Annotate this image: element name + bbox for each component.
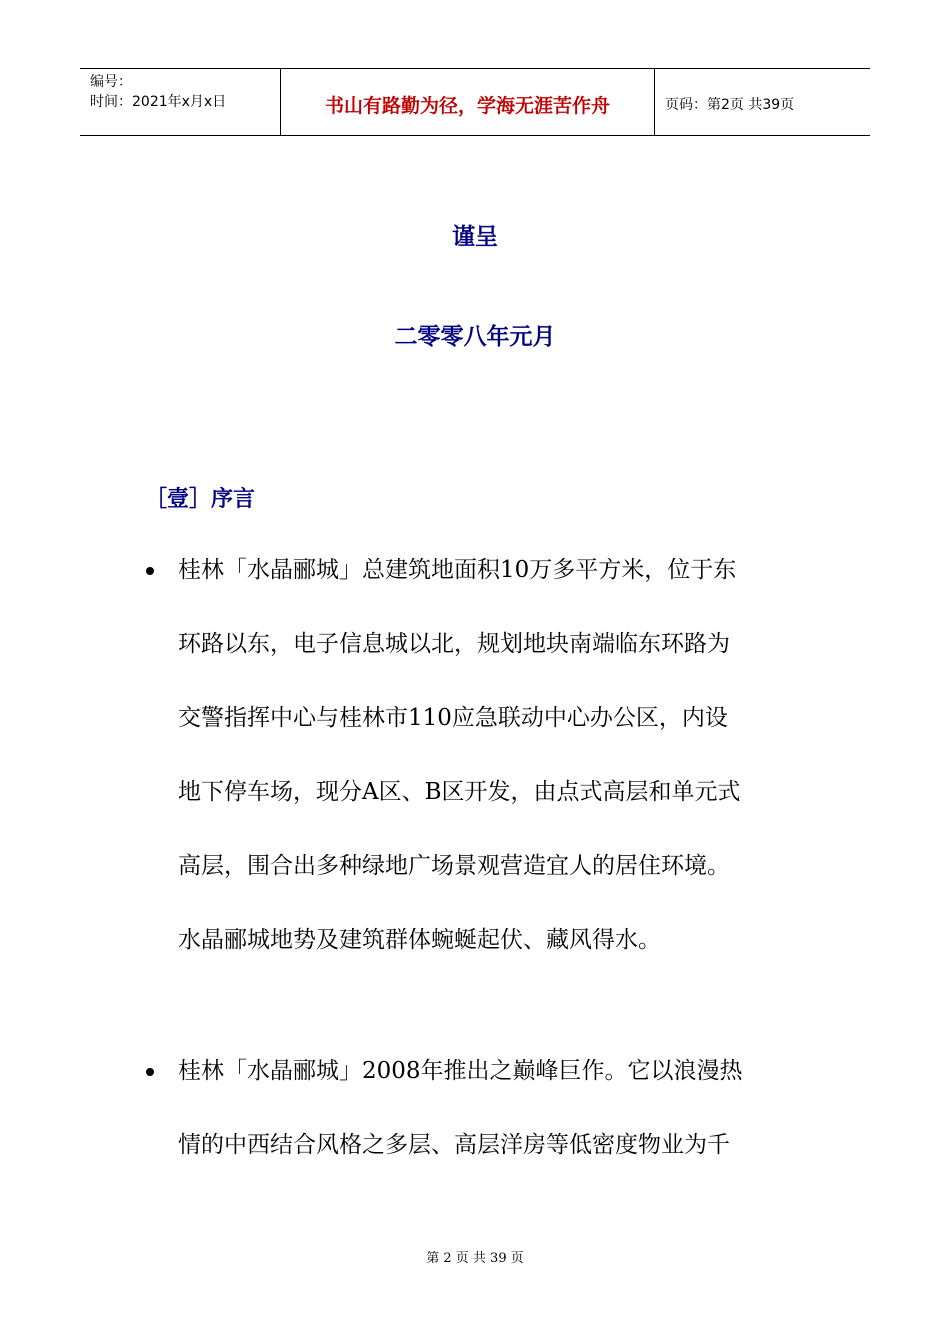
bullet-dot-icon [146, 567, 154, 575]
bullet-line: 环路以东，电子信息城以北，规划地块南端临东环路为 [178, 631, 730, 657]
header-motto: 书山有路勤为径，学海无涯苦作舟 [324, 94, 610, 117]
document-number-label: 编号： [90, 74, 132, 90]
section-heading: ［壹］序言 [145, 487, 256, 512]
bullet-line: 情的中西结合风格之多层、高层洋房等低密度物业为千 [178, 1132, 730, 1158]
header-meta-cell [80, 69, 281, 135]
bullet-line: 桂林「水晶郦城」2008年推出之巅峰巨作。它以浪漫热 [178, 1058, 743, 1084]
header-motto-cell [281, 69, 655, 135]
bullet-item [140, 550, 820, 977]
presented-title: 谨呈 [452, 224, 498, 250]
bullet-text [178, 1034, 820, 1182]
bullet-line: 水晶郦城地势及建筑群体蜿蜒起伏、藏风得水。 [178, 927, 661, 953]
bullet-text [178, 533, 820, 977]
header-page-label: 页码：第2页 共39页 [665, 97, 795, 113]
bullet-line: 地下停车场，现分A区、B区开发，由点式高层和单元式 [178, 779, 741, 805]
page-footer: 第 2 页 共 39 页 [426, 1251, 524, 1266]
page-header [80, 68, 870, 136]
bullet-item [140, 1051, 820, 1182]
bullet-line: 交警指挥中心与桂林市110应急联动中心办公区，内设 [178, 705, 728, 731]
document-time-label: 时间：2021年x月x日 [90, 94, 227, 110]
bullet-line: 高层，围合出多种绿地广场景观营造宜人的居住环境。 [178, 853, 730, 879]
date-title: 二零零八年元月 [394, 324, 556, 350]
header-page-cell [655, 69, 870, 135]
bullet-line: 桂林「水晶郦城」总建筑地面积10万多平方米，位于东 [178, 557, 737, 583]
bullet-dot-icon [146, 1068, 154, 1076]
